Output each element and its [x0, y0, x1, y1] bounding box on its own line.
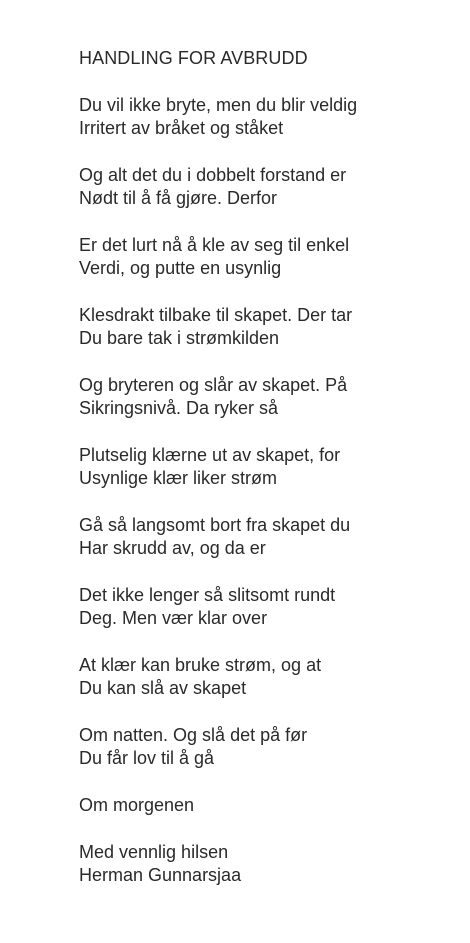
stanza-6 — [79, 444, 459, 490]
poem-line: Du vil ikke bryte, men du blir veldig — [79, 95, 358, 115]
poem-line: Klesdrakt tilbake til skapet. Der tar — [79, 305, 353, 325]
stanza-2 — [79, 164, 459, 210]
poem-title: HANDLING FOR AVBRUDD — [79, 48, 308, 68]
stanza-8 — [79, 584, 459, 630]
poem-line: Og bryteren og slår av skapet. På — [79, 375, 348, 395]
poem-line: Plutselig klærne ut av skapet, for — [79, 445, 341, 465]
poem-line: Du kan slå av skapet — [79, 678, 247, 698]
poem-line: Verdi, og putte en usynlig — [79, 258, 282, 278]
poem-line: At klær kan bruke strøm, og at — [79, 655, 322, 675]
poem-line: Usynlige klær liker strøm — [79, 468, 278, 488]
stanza-1 — [79, 94, 459, 140]
poem-line: Nødt til å få gjøre. Derfor — [79, 188, 278, 208]
stanza-5 — [79, 374, 459, 420]
poem-line: Om natten. Og slå det på før — [79, 725, 308, 745]
poem-line: Og alt det du i dobbelt forstand er — [79, 165, 347, 185]
poem-line: Har skrudd av, og da er — [79, 538, 266, 558]
stanza-10 — [79, 724, 459, 770]
poem-line: Det ikke lenger så slitsomt rundt — [79, 585, 336, 605]
poem-line: Gå så langsomt bort fra skapet du — [79, 515, 351, 535]
stanza-4 — [79, 304, 459, 350]
signature-block — [79, 841, 459, 887]
stanza-9 — [79, 654, 459, 700]
poem-line: Du bare tak i strømkilden — [79, 328, 280, 348]
poem-line: Sikringsnivå. Da ryker så — [79, 398, 279, 418]
poem-line: Deg. Men vær klar over — [79, 608, 268, 628]
stanza-11 — [79, 794, 459, 817]
poem-line: Er det lurt nå å kle av seg til enkel — [79, 235, 350, 255]
poem-line: Du får lov til å gå — [79, 748, 215, 768]
closing-line: Med vennlig hilsen — [79, 842, 229, 862]
poem-line: Om morgenen — [79, 795, 195, 815]
poem-page — [79, 47, 459, 911]
author-name: Herman Gunnarsjaa — [79, 865, 242, 885]
stanza-7 — [79, 514, 459, 560]
stanza-3 — [79, 234, 459, 280]
poem-line: Irritert av bråket og ståket — [79, 118, 284, 138]
